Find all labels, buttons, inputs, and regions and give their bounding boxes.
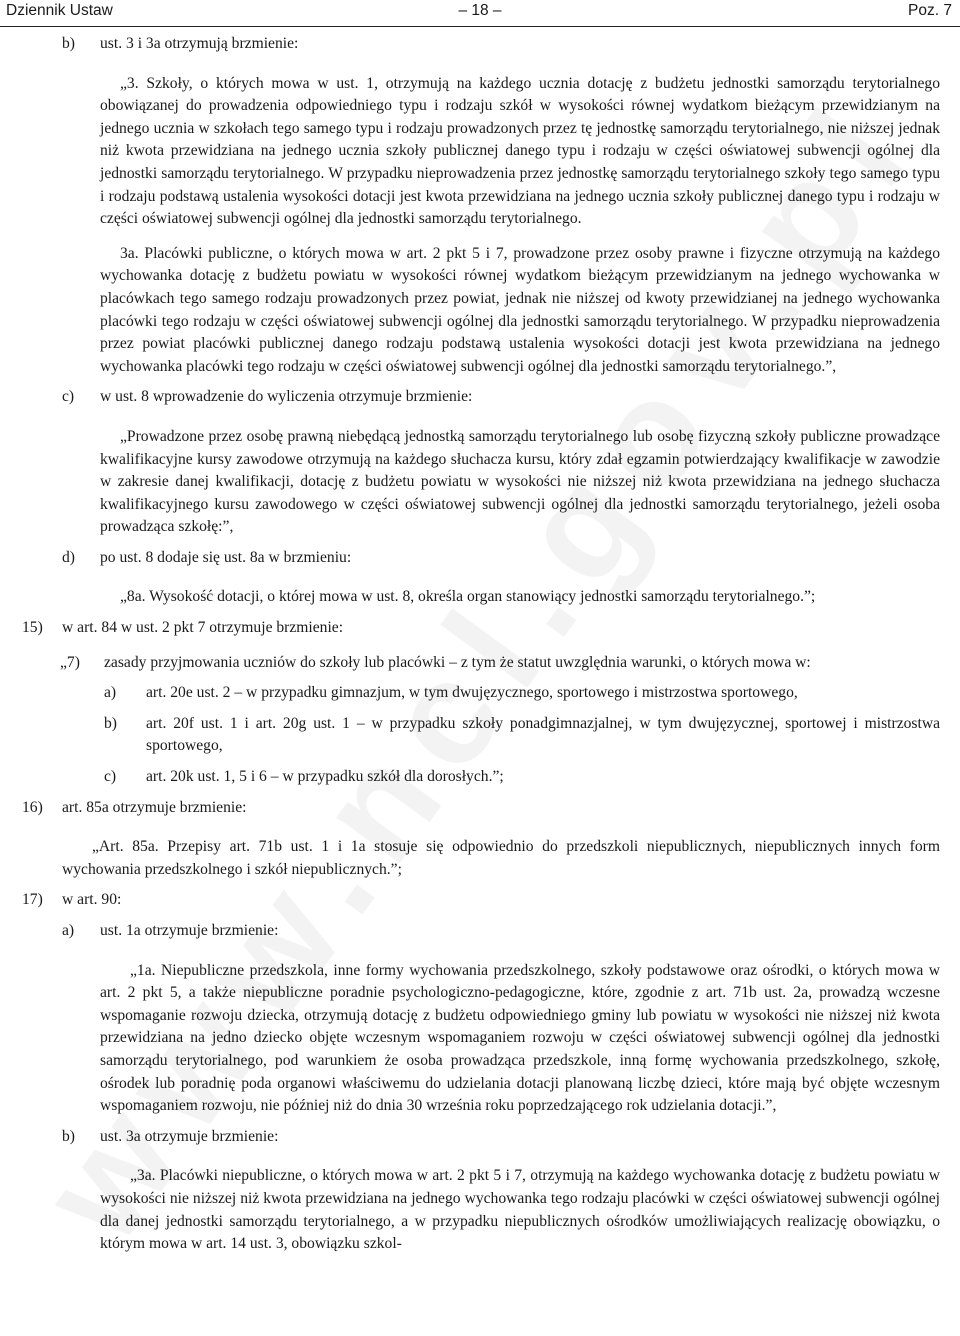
sub-item-c — [0, 766, 960, 789]
item-marker: d) — [62, 548, 75, 566]
sub-item-text: art. 20e ust. 2 – w przypadku gimnazjum, w tym dwujęzycznego, sportowego i mistrzostwa sportowego, — [146, 684, 798, 702]
document-body — [0, 33, 960, 1256]
point-text: zasady przyjmowania uczniów do szkoły lub placówki – z tym że statut uwzględnia warunki, o których mowa w: — [104, 653, 811, 671]
item-c — [0, 386, 960, 409]
page-number: – 18 – — [458, 2, 502, 19]
item-intro: ust. 3a otrzymuje brzmienie: — [100, 1127, 279, 1145]
item-17a — [0, 920, 960, 943]
item-intro: ust. 1a otrzymuje brzmienie: — [100, 922, 279, 939]
point-marker: „7) — [60, 653, 80, 671]
position-number: Poz. 7 — [908, 2, 952, 19]
page-header — [0, 0, 960, 27]
quote-paragraph: „3. Szkoły, o których mowa w ust. 1, otrzymują na każdego ucznia dotację z budżetu jednostki samorządu terytorialnego obowiązanej do prowadzenia odpowiedniego typu i rodzaju szkół w wysokości równej wydatkom bieżącym przewidzianym na jednego ucznia w szkołach tego samego typu i rodzaju prowadzonych przez tę jednostkę samorządu terytorialnego, nie niższej jednak niż kwota przewidziana na jednego ucznia szkoły publicznej danego typu i rodzaju w części oświatowej subwencji ogólnej dla jednostki samorządu terytorialnego. W przypadku nieprowadzenia przez jednostkę samorządu terytorialnego szkoły tego samego typu i rodzaju podstawą ustalenia wysokości dotacji jest kwota przewidziana na jednego ucznia szkoły publicznej danego typu i rodzaju w części oświatowej subwencji ogólnej dla jednostki samorządu terytorialnego. — [100, 74, 940, 228]
quote-paragraph: „Art. 85a. Przepisy art. 71b ust. 1 i 1a stosuje się odpowiednio do przedszkoli niepublicznych, niepublicznych innych form wychowania przedszkolnego i szkół niepublicznych.”; — [62, 838, 940, 878]
sub-item-marker: b) — [104, 714, 117, 732]
point-marker: 15) — [22, 619, 43, 637]
journal-title: Dziennik Ustaw — [6, 2, 113, 19]
quote-paragraph: „1a. Niepubliczne przedszkola, inne formy wychowania przedszkolnego, szkoły podstawowe oraz ośrodki, o których mowa w art. 2 pkt 5, a także niepubliczne poradnie psychologiczno-pedagogiczne, które, zgodnie z art. 71b ust. 2a, prowadzą wczesne wspomaganie rozwoju dziecka, otrzymują dotację z budżetu odpowiedniego gminy lub powiatu w wysokości nie niższej niż kwota przewidziana na jedno dziecko objęte wczesnym wspomaganiem rozwoju w części oświatowej subwencji ogólnej dla jednostki samorządu terytorialnego, pod warunkiem że osoba prowadząca przedszkole, inną formę wychowania przedszkolnego, szkołę, ośrodek lub poradnię poda organowi właściwemu do udzielania dotacji planowaną liczbę dzieci, które mają być objęte wczesnym wspomaganiem rozwoju, nie później niż do dnia 30 września roku poprzedzającego rok udzielania dotacji.”, — [100, 961, 940, 1115]
point-16 — [0, 797, 960, 820]
sub-item-text: art. 20k ust. 1, 5 i 6 – w przypadku szkół dla dorosłych.”; — [146, 768, 504, 786]
item-marker: a) — [62, 922, 75, 939]
quote-paragraph: „3a. Placówki niepubliczne, o których mowa w art. 2 pkt 5 i 7, otrzymują na każdego wychowanka dotację z budżetu powiatu w wysokości nie niższej niż kwota przewidziana na jednego wychowanka tego rodzaju placówki w części oświatowej subwencji ogólnej dla danej jednostki samorządu terytorialnego, a w przypadku niepublicznych ośrodków umożliwiających realizację obowiązku, o którym mowa w art. 14 ust. 3, obowiązku szkol- — [100, 1167, 940, 1253]
sub-item-marker: c) — [104, 768, 117, 786]
item-marker: b) — [62, 1127, 75, 1145]
point-intro: w art. 90: — [62, 891, 122, 909]
item-marker: b) — [62, 35, 75, 52]
item-d — [0, 547, 960, 570]
point-marker: 17) — [22, 891, 43, 909]
sub-item-text: art. 20f ust. 1 i art. 20g ust. 1 – w przypadku szkoły ponadgimnazjalnej, w tym dwujęzycznej, sportowej i mistrzostwa sportowego, — [146, 714, 940, 755]
item-marker: c) — [62, 388, 75, 406]
quote-paragraph: „Prowadzone przez osobę prawną niebędącą jednostką samorządu terytorialnego lub osobę fizyczną szkoły publiczne prowadzące kwalifikacyjne kursy zawodowe otrzymują na każdego słuchacza kursu, który zdał egzamin potwierdzający kwalifikacje w zawodzie w zakresie danej kwalifikacji, dotację z budżetu powiatu w wysokości nie niższej niż kwota przewidziana na jednego słuchacza kwalifikacyjnego kursu zawodowego w części oświatowej subwencji ogólnej dla jednostki samorządu terytorialnego, jeżeli osoba prowadząca szkołę:”, — [100, 427, 940, 536]
point-intro: w art. 84 w ust. 2 pkt 7 otrzymuje brzmienie: — [62, 619, 344, 637]
point-17 — [0, 889, 960, 912]
point-15 — [0, 617, 960, 640]
quote-paragraph: 3a. Placówki publiczne, o których mowa w art. 2 pkt 5 i 7, prowadzone przez osoby prawne i fizyczne otrzymują na każdego wychowanka dotację z budżetu powiatu w wysokości równej wydatkom bieżącym przewidzianym na jednego wychowanka w placówkach tego samego rodzaju prowadzonych przez powiat, jednak nie niższej od kwoty przewidzianej na jednego wychowanka placówki tego rodzaju w części oświatowej subwencji ogólnej dla jednostki samorządu terytorialnego. W przypadku nieprowadzenia przez powiat placówki publicznej danego rodzaju podstawą ustalenia wysokości dotacji jest kwota przewidziana na jednego wychowanka placówki tego rodzaju w części oświatowej subwencji ogólnej dla jednostki samorządu terytorialnego.”, — [100, 244, 940, 375]
sub-item-a — [0, 682, 960, 705]
item-b — [0, 33, 960, 56]
point-marker: 16) — [22, 798, 43, 816]
sub-item-marker: a) — [104, 684, 117, 702]
quote-paragraph: „8a. Wysokość dotacji, o której mowa w ust. 8, określa organ stanowiący jednostki samorządu terytorialnego.”; — [120, 588, 816, 606]
item-intro: po ust. 8 dodaje się ust. 8a w brzmieniu: — [100, 548, 352, 566]
sub-item-b — [0, 713, 960, 758]
point-7 — [0, 652, 960, 675]
point-intro: art. 85a otrzymuje brzmienie: — [62, 798, 247, 816]
item-intro: w ust. 8 wprowadzenie do wyliczenia otrzymuje brzmienie: — [100, 388, 473, 406]
item-17b — [0, 1126, 960, 1149]
item-intro: ust. 3 i 3a otrzymują brzmienie: — [100, 35, 299, 52]
